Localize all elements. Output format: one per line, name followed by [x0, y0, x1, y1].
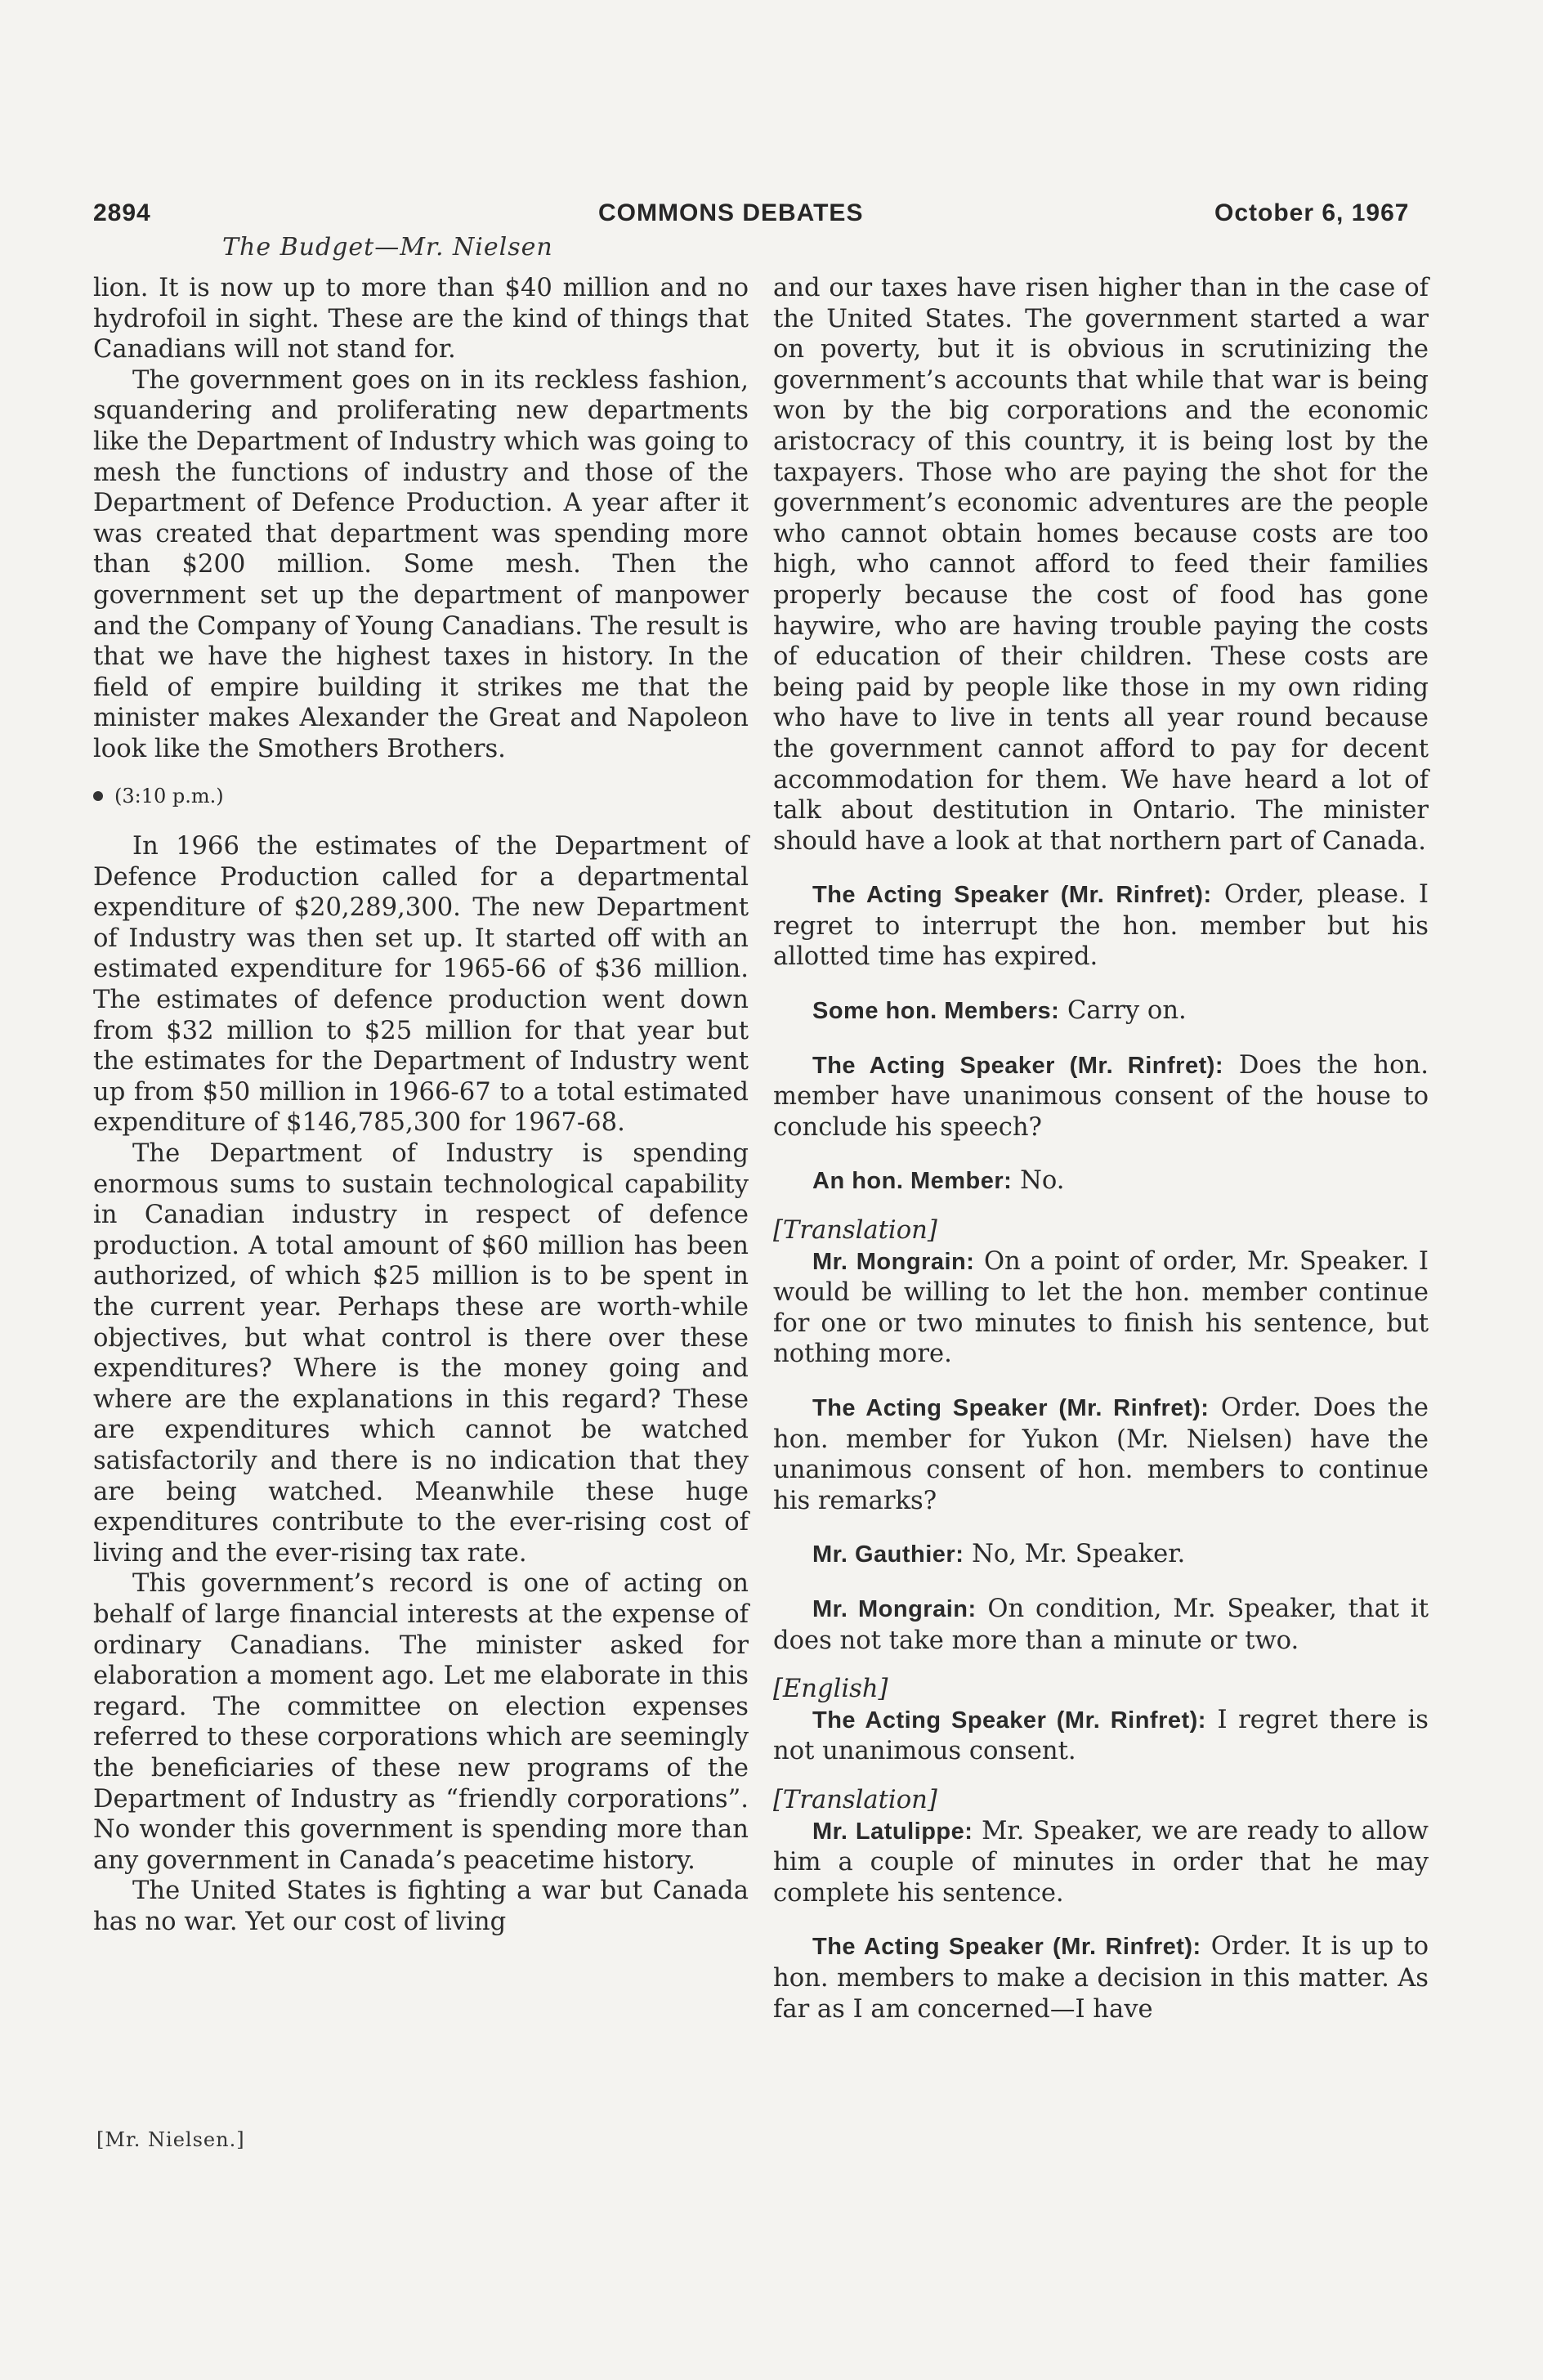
language-marker: [Translation]	[773, 1785, 937, 1814]
speaker-name: Mr. Gauthier:	[812, 1541, 964, 1568]
paragraph: The Department of Industry is spending enormous sums to sustain technological capability in Canadian industry in respect of defence production. A total amount of $60 million has been authorized, of which $25 million is to be spent in the current year. Perhaps these are worth-while objectives, but what control is there over these expenditures? Where is the money going and where are the explanations in this regard? These are expenditures which cannot be watched satisfactorily and there is no indication that they are being watched. Meanwhile these huge expenditures contribute to the ever-rising cost of living and the ever-rising tax rate.	[93, 1139, 749, 1568]
speech-text: Does the hon. member have unanimous consent of the house to conclude his speech?	[773, 1050, 1429, 1142]
speech-text: I regret there is not unanimous consent.	[773, 1705, 1429, 1766]
language-marker: [Translation]	[773, 1216, 937, 1246]
paragraph: This government’s record is one of acting on behalf of large financial interests at the expense of ordinary Canadians. The minister asked for elaboration a moment ago. Let me elaborate in this regard. The committee on election expenses referred to these corporations which are seemingly the beneficiaries of these new programs of the Department of Industry as “friendly corporations”. No wonder this government is spending more than any government in Canada’s peacetime history.	[93, 1569, 749, 1875]
speaker-entry	[773, 1539, 1429, 1571]
speech-text: On a point of order, Mr. Speaker. I would be willing to let the hon. member continue for one or two minutes to finish his sentence, but nothing more.	[773, 1246, 1429, 1369]
publication-date: October 6, 1967	[1214, 199, 1410, 226]
speaker-name: Some hon. Members:	[812, 998, 1060, 1025]
paragraph: lion. It is now up to more than $40 million and no hydrofoil in sight. These are the kind of things that Canadians will not stand for.	[93, 274, 749, 365]
speech-text: Order. It is up to hon. members to make a decision in this matter. As far as I am concerned—I have	[773, 1932, 1429, 2024]
speaker-name: The Acting Speaker (Mr. Rinfret):	[812, 1395, 1210, 1421]
speaker-entry	[773, 1246, 1429, 1370]
speaker-name: An hon. Member:	[812, 1168, 1013, 1195]
page-number: 2894	[93, 199, 151, 226]
time-marker-text: (3:10 p.m.)	[114, 784, 224, 808]
speaker-name: Mr. Latulippe:	[812, 1818, 973, 1845]
speech-text: Mr. Speaker, we are ready to allow him a couple of minutes in order that he may complete his sentence.	[773, 1816, 1429, 1908]
running-head: The Budget—Mr. Nielsen	[222, 233, 553, 262]
speech-text: No, Mr. Speaker.	[964, 1540, 1186, 1569]
speaker-entry	[773, 879, 1429, 973]
speaker-name: Mr. Mongrain:	[812, 1248, 975, 1275]
paragraph: and our taxes have risen higher than in the case of the United States. The government started a war on poverty, but it is obvious in scrutinizing the government’s accounts that while that war is being won by the big corporations and the economic aristocracy of this country, it is being lost by the taxpayers. Those who are paying the shot for the government’s economic adventures are the people who cannot obtain homes because costs are too high, who cannot afford to feed their families properly because the cost of food has gone haywire, who are having trouble paying the costs of education of their children. These costs are being paid by people like those in my own riding who have to live in tents all year round because the government cannot afford to pay for decent accommodation for them. We have heard a lot of talk about destitution in Ontario. The minister should have a look at that northern part of Canada.	[773, 274, 1429, 856]
speaker-name: The Acting Speaker (Mr. Rinfret):	[812, 1707, 1206, 1734]
speaker-entry	[773, 995, 1429, 1027]
speaker-name: Mr. Mongrain:	[812, 1595, 977, 1622]
speaker-entry	[773, 1050, 1429, 1143]
speaker-footer: [Mr. Nielsen.]	[96, 2128, 245, 2151]
speech-text: Carry on.	[1059, 996, 1187, 1026]
speaker-name: The Acting Speaker (Mr. Rinfret):	[812, 882, 1212, 909]
speech-text: No.	[1012, 1166, 1065, 1196]
paragraph: In 1966 the estimates of the Department of Defence Production called for a departmental expenditure of $20,289,300. The new Department of Industry was then set up. It started off with an estimated expenditure for 1965-66 of $36 million. The estimates of defence production went down from $32 million to $25 million for that year but the estimates for the Department of Industry went up from $50 million in 1966-67 to a total estimated expenditure of $146,785,300 for 1967-68.	[93, 832, 749, 1138]
speech-text: Order. Does the hon. member for Yukon (Mr. Nielsen) have the unanimous consent of hon. members to continue his remarks?	[773, 1394, 1429, 1515]
speaker-entry	[773, 1594, 1429, 1656]
speaker-name: The Acting Speaker (Mr. Rinfret):	[812, 1052, 1224, 1079]
speech-text: Order, please. I regret to interrupt the hon. member but his allotted time has expired.	[773, 880, 1429, 972]
speaker-entry	[773, 1393, 1429, 1516]
speaker-entry	[773, 1816, 1429, 1909]
paragraph: The government goes on in its reckless fashion, squandering and proliferating new departments like the Department of Industry which was going to mesh the functions of industry and those of the Department of Defence Production. A year after it was created that department was spending more than $200 million. Some mesh. Then the government set up the department of manpower and the Company of Young Canadians. The result is that we have the highest taxes in history. In the field of empire building it strikes me that the minister makes Alexander the Great and Napoleon look like the Smothers Brothers.	[93, 365, 749, 763]
speaker-entry	[773, 1931, 1429, 2024]
publication-title: COMMONS DEBATES	[598, 199, 864, 226]
speaker-name: The Acting Speaker (Mr. Rinfret):	[812, 1934, 1201, 1961]
paragraph: The United States is fighting a war but Canada has no war. Yet our cost of living	[93, 1877, 749, 1936]
bullet-icon	[93, 791, 103, 801]
speaker-entry	[773, 1165, 1429, 1197]
language-marker: [English]	[773, 1675, 888, 1704]
left-column	[93, 273, 749, 1937]
speech-text: On condition, Mr. Speaker, that it does not take more than a minute or two.	[773, 1594, 1429, 1655]
time-marker	[93, 781, 749, 812]
speaker-entry	[773, 1705, 1429, 1767]
right-column	[773, 273, 1429, 2024]
